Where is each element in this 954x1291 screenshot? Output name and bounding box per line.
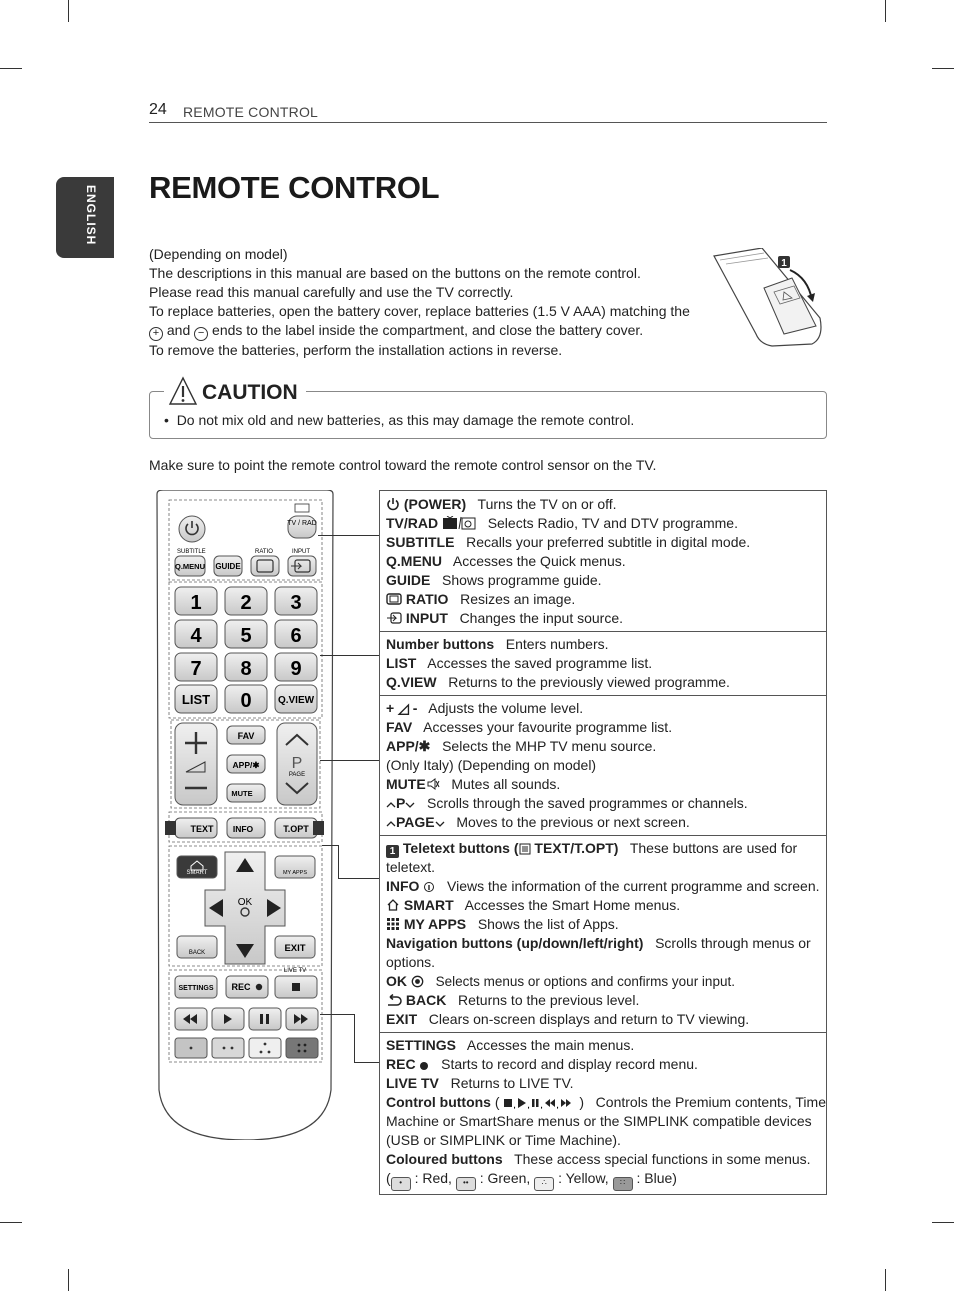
description-row <box>386 635 826 654</box>
remote-label-ratio: RATIO <box>255 549 273 555</box>
leader-line <box>318 535 379 536</box>
key-description: : Yellow, <box>558 1170 609 1186</box>
key-name: OK <box>386 973 407 989</box>
description-row <box>386 552 826 571</box>
description-row <box>386 699 826 718</box>
key-name: GUIDE <box>386 572 431 588</box>
crop-mark <box>68 1269 69 1291</box>
description-row <box>386 813 826 832</box>
power-icon <box>386 497 400 511</box>
remote-key-ok: OK <box>237 897 253 908</box>
minus-terminal-icon: − <box>194 327 208 341</box>
description-section <box>380 695 826 835</box>
svg-text:,: , <box>527 1099 531 1109</box>
key-name: LIVE TV <box>386 1075 439 1091</box>
caution-item-text: Do not mix old and new batteries, as this may damage the remote control. <box>176 412 635 428</box>
chevron-down-icon <box>405 800 415 810</box>
description-row <box>386 934 826 972</box>
tv-radio-icon <box>442 516 476 530</box>
key-description: Resizes an image. <box>460 591 576 607</box>
crop-mark <box>0 68 22 69</box>
key-name: BACK <box>405 992 447 1008</box>
leader-line <box>322 845 339 879</box>
key-name: FAV <box>386 719 413 735</box>
teletext-icon <box>519 843 531 855</box>
key-description: Returns to LIVE TV. <box>450 1075 574 1091</box>
intro-text <box>149 245 709 360</box>
key-name: Coloured buttons <box>386 1151 503 1167</box>
caution-box <box>149 381 827 439</box>
remote-key-p: P <box>291 755 303 772</box>
chevron-up-icon <box>386 819 396 829</box>
yellow-button-icon: ∴ <box>534 1177 554 1191</box>
back-arrow-icon <box>386 994 402 1007</box>
key-description: (Only Italy) (Depending on model) <box>386 757 597 773</box>
key-description: Shows programme guide. <box>442 572 602 588</box>
remote-key-back: BACK <box>188 950 206 956</box>
caution-heading <box>164 366 306 406</box>
remote-key-page: PAGE <box>288 772 306 778</box>
key-description: Accesses the saved programme list. <box>427 655 653 671</box>
key-name: EXIT <box>386 1011 418 1027</box>
crop-mark <box>932 68 954 69</box>
description-row <box>386 972 826 991</box>
crop-mark <box>932 1222 954 1223</box>
key-name: Navigation buttons (up/down/left/right) <box>386 935 644 951</box>
key-description: Scrolls through menus or options. <box>386 935 811 970</box>
key-description: Moves to the previous or next screen. <box>456 814 690 830</box>
remote-key-0: 0 <box>240 690 252 712</box>
key-description: : Blue) <box>636 1170 677 1186</box>
description-row <box>386 533 826 552</box>
intro-fragment: and <box>166 322 191 338</box>
mute-icon <box>426 777 440 791</box>
ratio-icon <box>386 592 402 606</box>
description-row <box>386 737 826 756</box>
key-description: Returns to the previously viewed programme. <box>448 674 730 690</box>
leader-line <box>338 878 379 879</box>
remote-number-key-label: 8 <box>240 658 252 680</box>
key-name: P <box>396 795 406 811</box>
description-row <box>386 673 826 692</box>
key-name: REC <box>386 1056 416 1072</box>
remote-number-key-label: 4 <box>190 625 202 647</box>
aim-note: Make sure to point the remote control toward the remote control sensor on the TV. <box>149 457 657 473</box>
key-description: These buttons are used for teletext. <box>386 840 798 875</box>
remote-label-input: INPUT <box>292 549 310 555</box>
key-description: Enters numbers. <box>505 636 609 652</box>
green-button-icon: •• <box>456 1177 476 1191</box>
key-name: INPUT <box>405 610 448 626</box>
callout-number: 1 <box>781 258 787 269</box>
key-description: Selects the MHP TV menu source. <box>442 738 657 754</box>
ok-icon <box>411 975 424 988</box>
remote-key-list: LIST <box>181 692 211 707</box>
running-section-title: REMOTE CONTROL <box>183 104 319 120</box>
description-row <box>386 654 826 673</box>
key-name: INFO <box>386 878 420 894</box>
remote-key-qview: Q.VIEW <box>277 695 315 706</box>
remote-number-key-label: 7 <box>190 658 202 680</box>
leader-line <box>320 760 379 761</box>
key-name: Number buttons <box>386 636 495 652</box>
apps-grid-icon <box>386 917 400 931</box>
chevron-up-icon <box>386 800 396 810</box>
remote-number-key-label: 6 <box>290 625 302 647</box>
description-row <box>386 590 826 609</box>
remote-key-rec: REC <box>231 982 251 992</box>
remote-key-info: INFO <box>232 824 254 834</box>
remote-key-mute: MUTE <box>231 789 253 798</box>
crop-mark <box>0 1222 22 1223</box>
key-description: Shows the list of Apps. <box>477 916 619 932</box>
description-row <box>386 991 826 1010</box>
page-title: REMOTE CONTROL <box>149 170 440 205</box>
key-name: Q.VIEW <box>386 674 437 690</box>
remote-key-app: APP/✱ <box>232 760 260 770</box>
key-description: Accesses your favourite programme list. <box>423 719 673 735</box>
page-number: 24 <box>149 101 167 118</box>
language-tab <box>56 177 114 258</box>
remote-control-illustration <box>155 490 335 1140</box>
key-name: LIST <box>386 655 417 671</box>
info-icon <box>423 881 435 893</box>
description-row <box>386 1150 826 1169</box>
page-header <box>149 100 827 123</box>
key-description: Turns the TV on or off. <box>477 496 617 512</box>
description-section <box>380 491 826 631</box>
key-description: Clears on-screen displays and return to TV viewing. <box>428 1011 750 1027</box>
key-name: Q.MENU <box>386 553 442 569</box>
key-description: Selects Radio, TV and DTV programme. <box>487 515 738 531</box>
intro-line <box>149 321 709 341</box>
key-description: Mutes all sounds. <box>451 776 561 792</box>
remote-key-topt: T.OPT <box>283 824 309 834</box>
remote-key-exit: EXIT <box>284 943 306 954</box>
key-name: MY APPS <box>403 916 467 932</box>
remote-key-smart: SMART <box>186 870 208 876</box>
intro-line: (Depending on model) <box>149 246 288 262</box>
description-section <box>380 1032 826 1194</box>
intro-line: To remove the batteries, perform the installation actions in reverse. <box>149 342 563 358</box>
callout-number: 1 <box>386 845 399 858</box>
description-row <box>386 896 826 915</box>
key-description: Views the information of the current programme and screen. <box>447 878 820 894</box>
crop-mark <box>68 0 69 22</box>
svg-text:,: , <box>513 1099 517 1109</box>
remote-number-key-label: 2 <box>240 592 252 614</box>
red-button-icon: • <box>391 1177 411 1191</box>
crop-mark <box>885 1269 886 1291</box>
description-row <box>386 839 826 877</box>
description-row <box>386 609 826 628</box>
language-tab-label: ENGLISH <box>84 185 98 246</box>
description-row <box>386 1036 826 1055</box>
description-row <box>386 1074 826 1093</box>
input-icon <box>386 611 402 625</box>
description-row <box>386 495 826 514</box>
key-description: : Green, <box>479 1170 531 1186</box>
control-buttons-icons <box>503 1097 575 1109</box>
description-row <box>386 775 826 794</box>
description-row <box>386 1055 826 1074</box>
remote-key-qmenu: Q.MENU <box>175 562 205 571</box>
intro-line: To replace batteries, open the battery cover, replace batteries (1.5 V AAA) matching the <box>149 303 690 319</box>
description-row <box>386 571 826 590</box>
key-name: MUTE <box>386 776 426 792</box>
home-icon <box>386 898 400 912</box>
key-name: (POWER) <box>403 496 467 512</box>
description-row <box>386 877 826 896</box>
leader-line <box>320 655 379 656</box>
key-name: RATIO <box>405 591 449 607</box>
record-dot-icon <box>419 1061 429 1071</box>
key-name: PAGE <box>396 814 435 830</box>
key-description: Accesses the Smart Home menus. <box>464 897 681 913</box>
svg-text:,: , <box>540 1099 544 1109</box>
key-name: TEXT/T.OPT) <box>534 840 619 856</box>
description-row: ( • : Red, •• : Green, ∴ : Yellow, ∷ : Blue) <box>386 1169 826 1191</box>
key-description: Scrolls through the saved programmes or channels. <box>427 795 748 811</box>
key-name: Teletext buttons ( <box>402 840 519 856</box>
key-name: SMART <box>403 897 454 913</box>
key-name: TV/RAD <box>386 515 439 531</box>
remote-key-tv-rad: TV / RAD <box>287 520 317 527</box>
key-description: Returns to the previous level. <box>458 992 640 1008</box>
caution-item: • Do not mix old and new batteries, as this may damage the remote control. <box>164 412 635 428</box>
key-name: APP/✱ <box>386 738 431 754</box>
remote-label-livetv: LIVE TV <box>283 968 307 974</box>
description-row <box>386 718 826 737</box>
description-row <box>386 915 826 934</box>
remote-number-key-label: 5 <box>240 625 252 647</box>
remote-number-key-label: 3 <box>290 592 302 614</box>
key-description: Accesses the Quick menus. <box>452 553 626 569</box>
description-row: Control buttons ( , , , , ) Controls the Premium contents, Time Machine or SmartShare menus or the SIMPLINK compatible devices (USB or SIMPLINK or Time Machine). <box>386 1094 826 1148</box>
intro-fragment: ends to the label inside the compartment, and close the battery cover. <box>212 322 644 338</box>
button-description-table <box>379 490 827 1195</box>
description-section <box>380 835 826 1032</box>
remote-key-settings: SETTINGS <box>178 985 214 992</box>
key-name: SUBTITLE <box>386 534 455 550</box>
key-name: SETTINGS <box>386 1037 457 1053</box>
key-description: These access special functions in some menus. <box>514 1151 811 1167</box>
key-name: + ◿ - <box>386 700 418 716</box>
description-row <box>386 756 826 775</box>
remote-label-subtitle: SUBTITLE <box>177 549 206 555</box>
svg-text:,: , <box>556 1099 560 1109</box>
remote-number-key-label: 9 <box>290 658 302 680</box>
crop-mark <box>885 0 886 22</box>
remote-key-myapps: MY APPS <box>282 870 308 876</box>
chevron-down-icon <box>435 819 445 829</box>
caution-title: CAUTION <box>202 381 298 404</box>
description-row <box>386 1010 826 1029</box>
leader-line <box>320 1014 354 1015</box>
key-description: Starts to record and display record menu. <box>441 1056 698 1072</box>
key-description: Changes the input source. <box>459 610 624 626</box>
remote-number-key-label: 1 <box>190 592 202 614</box>
key-description: Selects menus or options and confirms your input. <box>435 974 735 989</box>
key-name: Control buttons <box>386 1094 491 1110</box>
key-description: Controls the Premium contents, Time Machine or SmartShare menus or the SIMPLINK compatible devices (USB or SIMPLINK or Time Machine). <box>386 1094 826 1148</box>
key-description: Accesses the main menus. <box>466 1037 635 1053</box>
key-description: : Red, <box>414 1170 452 1186</box>
remote-key-guide: GUIDE <box>215 562 241 571</box>
description-section <box>380 631 826 695</box>
blue-button-icon: ∷ <box>613 1177 633 1191</box>
remote-key-fav: FAV <box>237 731 255 741</box>
leader-line <box>354 1014 380 1063</box>
remote-number-keys <box>175 587 317 681</box>
remote-key-text: TEXT <box>190 824 214 834</box>
key-description: Adjusts the volume level. <box>428 700 584 716</box>
intro-line: The descriptions in this manual are based on the buttons on the remote control. <box>149 265 641 281</box>
plus-terminal-icon: + <box>149 327 163 341</box>
description-row <box>386 794 826 813</box>
battery-cover-illustration <box>712 248 827 348</box>
description-row <box>386 514 826 533</box>
key-description: Recalls your preferred subtitle in digital mode. <box>466 534 751 550</box>
warning-triangle-icon <box>168 376 198 406</box>
intro-line: Please read this manual carefully and use the TV correctly. <box>149 284 514 300</box>
